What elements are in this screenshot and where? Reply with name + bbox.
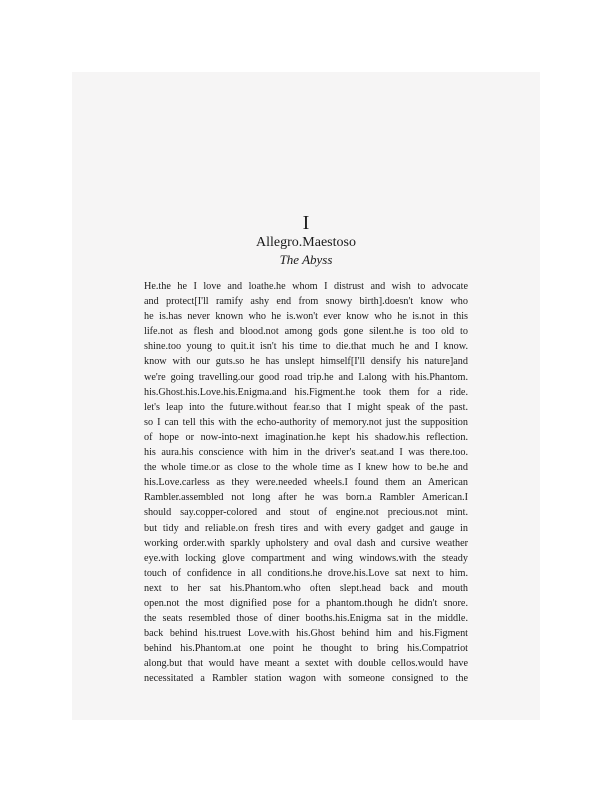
body-line: he is.has never known who he is.won't ever know who he is.not in this bbox=[144, 311, 468, 323]
body-line: let's leap into the future.without fear.so that I might speak of the past. bbox=[144, 401, 468, 413]
chapter-movement-title: Allegro.Maestoso bbox=[256, 235, 356, 250]
body-line: know with our guts.so he has unslept himself[I'll densify his nature]and bbox=[144, 356, 468, 368]
body-line: He.the he I love and loathe.he whom I distrust and wish to advocate bbox=[144, 281, 468, 292]
body-line: so I can tell this with the echo-authority of memory.not just the supposition bbox=[144, 416, 468, 428]
body-line: should say.copper-colored and stout of engine.not precious.not mint. bbox=[144, 507, 468, 519]
body-line: but tidy and reliable.on fresh tires and with every gadget and gauge in bbox=[144, 522, 468, 534]
body-line: back behind his.truest Love.with his.Ghost behind him and his.Figment bbox=[144, 628, 468, 640]
body-line: behind his.Phantom.at one point he thought to bring his.Compatriot bbox=[144, 643, 468, 655]
body-line: of hope or now-into-next imagination.he kept his shadow.his reflection. bbox=[144, 431, 468, 443]
body-line: and protect[I'll ramify ashy end from snowy birth].doesn't know who bbox=[144, 296, 468, 308]
body-line: working order.with sparkly upholstery and oval dash and cursive weather bbox=[144, 537, 468, 549]
body-line: his aura.his conscience with him in the driver's seat.and I was there.too. bbox=[144, 447, 468, 459]
body-line: his.Ghost.his.Love.his.Enigma.and his.Figment.he took them for a ride. bbox=[144, 386, 468, 398]
body-line: shine.too young to quit.it isn't his time to die.that much he and I know. bbox=[144, 341, 468, 353]
chapter-subtitle: The Abyss bbox=[279, 252, 333, 267]
body-line: along.but that would have meant a sextet with double cellos.would have bbox=[144, 658, 468, 670]
body-line: his.Love.carless as they were.needed wheels.I found them an American bbox=[144, 477, 468, 489]
body-text bbox=[144, 279, 468, 687]
body-line: eye.with locking glove compartment and wing windows.with the steady bbox=[144, 552, 468, 564]
book-page bbox=[72, 72, 540, 720]
body-line: necessitated a Rambler station wagon with someone consigned to the bbox=[144, 673, 468, 685]
body-line: open.not the most dignified pose for a phantom.though he didn't snore. bbox=[144, 597, 468, 609]
body-line: we're going travelling.our good road trip.he and I.along with his.Phantom. bbox=[144, 371, 468, 383]
body-line: next to her sat his.Phantom.who often slept.head back and mouth bbox=[144, 582, 468, 594]
body-line: the whole time.or as close to the whole time as I knew how to be.he and bbox=[144, 462, 468, 474]
body-line: Rambler.assembled not long after he was born.a Rambler American.I bbox=[144, 492, 468, 504]
body-line: life.not as flesh and blood.not among gods gone silent.he is too old to bbox=[144, 326, 468, 338]
body-line: the seats resembled those of diner booths.his.Enigma sat in the middle. bbox=[144, 613, 468, 625]
chapter-numeral: I bbox=[302, 212, 310, 234]
body-line: touch of confidence in all conditions.he drove.his.Love sat next to him. bbox=[144, 567, 468, 579]
